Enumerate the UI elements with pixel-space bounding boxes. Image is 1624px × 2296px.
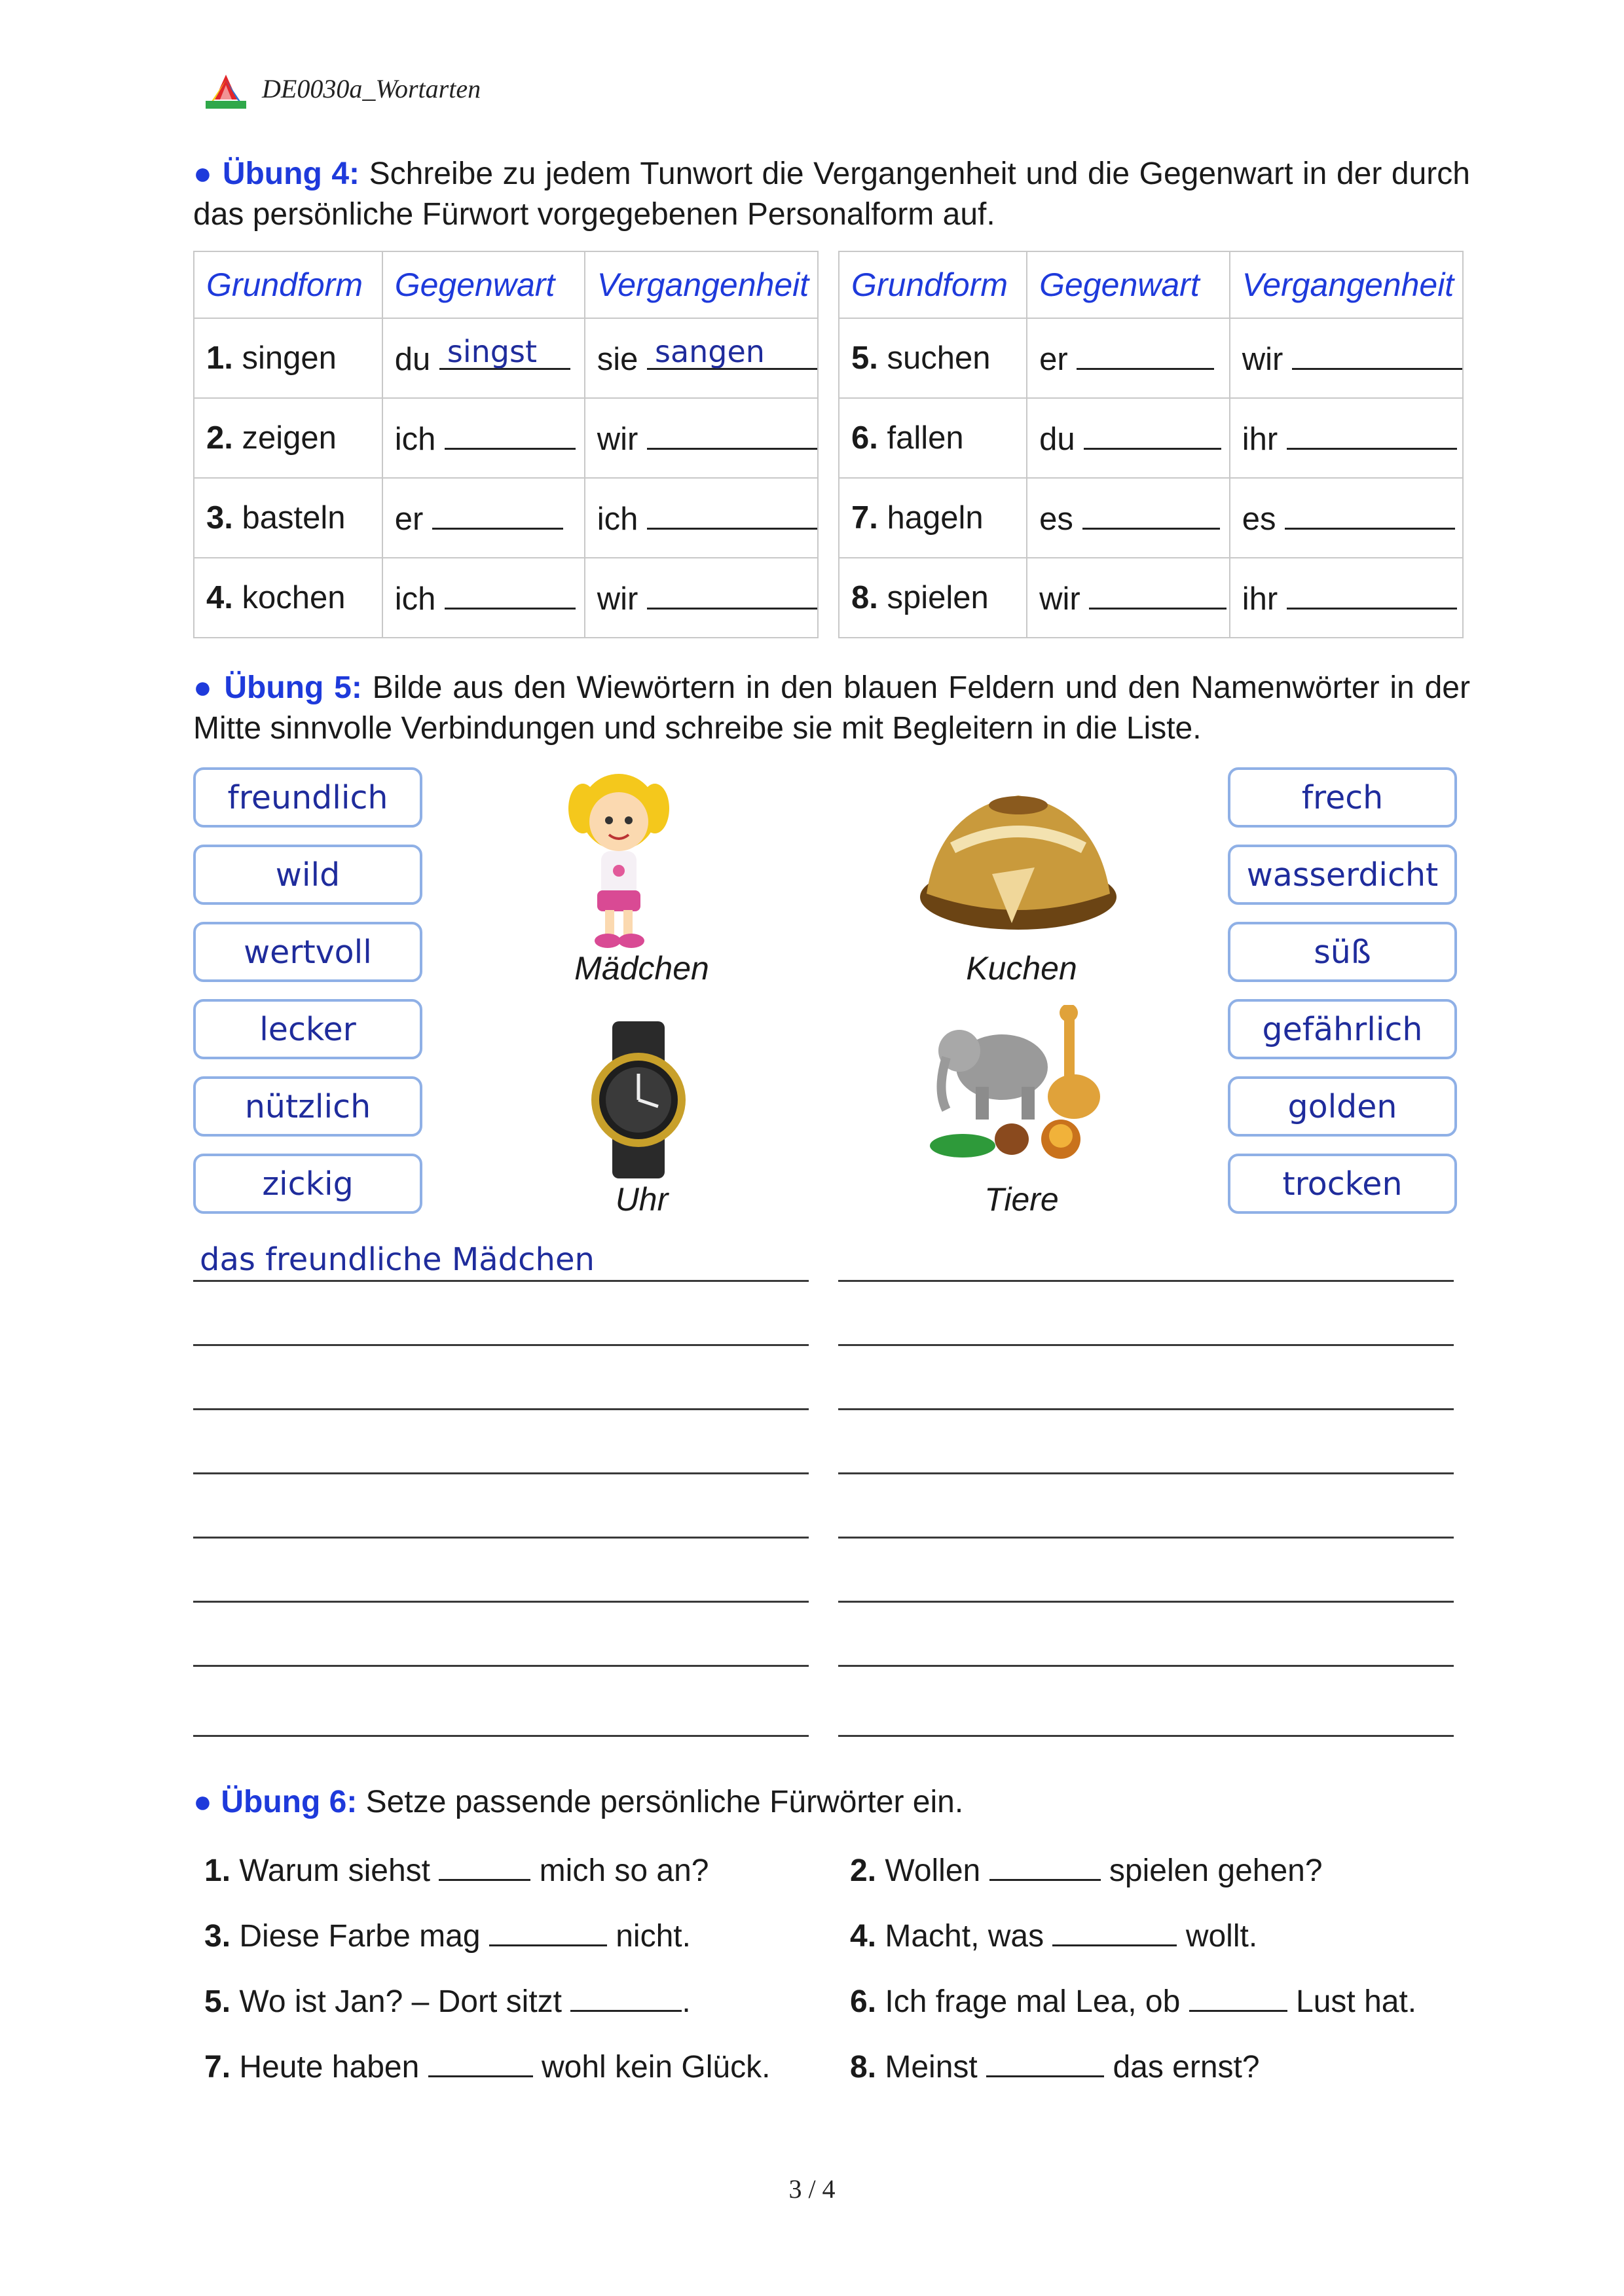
sentence-2: 2. Wollen spielen gehen? bbox=[850, 1853, 1323, 1888]
column-header-grundform: Grundform bbox=[194, 251, 382, 318]
pronoun-blank[interactable] bbox=[986, 2049, 1104, 2077]
answer-blank[interactable] bbox=[1082, 499, 1220, 530]
sentence-1: 1. Warum siehst mich so an? bbox=[204, 1853, 709, 1888]
cake-icon bbox=[913, 769, 1123, 939]
adjective-box-zickig[interactable]: zickig bbox=[193, 1154, 422, 1214]
adjective-box-wasserdicht[interactable]: wasserdicht bbox=[1228, 845, 1457, 905]
writing-line[interactable] bbox=[838, 1735, 1454, 1737]
sentence-7: 7. Heute haben wohl kein Glück. bbox=[204, 2050, 771, 2085]
answer-blank[interactable] bbox=[647, 419, 817, 450]
exercise-5-text: Bilde aus den Wiewörtern in den blauen Feldern und den Namenwörter in der Mitte sinnvolle Verbindungen und schreibe sie mit Begleitern in die Liste. bbox=[193, 670, 1470, 746]
column-header-vergangenheit: Vergangenheit bbox=[585, 251, 818, 318]
pronoun-blank[interactable] bbox=[439, 1853, 530, 1881]
column-header-grundform: Grundform bbox=[839, 251, 1027, 318]
handwritten-answer: sangen bbox=[655, 333, 765, 369]
adjective-box-suess[interactable]: süß bbox=[1228, 922, 1457, 982]
writing-line[interactable] bbox=[193, 1472, 809, 1474]
column-header-vergangenheit: Vergangenheit bbox=[1230, 251, 1463, 318]
writing-line[interactable] bbox=[838, 1408, 1454, 1410]
writing-line[interactable] bbox=[193, 1601, 809, 1603]
exercise-6-label: Übung 6: bbox=[221, 1785, 358, 1819]
document-title: DE0030a_Wortarten bbox=[262, 74, 481, 103]
exercise-5-instruction bbox=[193, 668, 1470, 749]
adjective-box-wertvoll[interactable]: wertvoll bbox=[193, 922, 422, 982]
answer-blank[interactable] bbox=[1089, 579, 1227, 610]
answer-blank[interactable] bbox=[445, 579, 576, 610]
pronoun-blank[interactable] bbox=[1189, 1984, 1287, 2012]
exercise-4-text: Schreibe zu jedem Tunwort die Vergangenheit und die Gegenwart in der durch das persönliche Fürwort vorgegebenen Personalform auf. bbox=[193, 156, 1470, 232]
answer-blank[interactable] bbox=[647, 579, 817, 610]
answer-blank[interactable] bbox=[1292, 339, 1462, 370]
noun-label-uhr: Uhr bbox=[615, 1181, 669, 1218]
adjective-box-nuetzlich[interactable]: nützlich bbox=[193, 1076, 422, 1137]
writing-line[interactable] bbox=[193, 1665, 809, 1667]
verb-table-left bbox=[193, 251, 819, 638]
answer-blank[interactable] bbox=[647, 499, 817, 530]
answer-blank[interactable] bbox=[1077, 339, 1214, 370]
colorful-pyramid-logo-icon bbox=[203, 73, 249, 110]
page-number: 3 / 4 bbox=[788, 2174, 836, 2204]
girl-icon bbox=[563, 763, 674, 953]
example-answer: das freundliche Mädchen bbox=[200, 1241, 595, 1278]
sentence-3: 3. Diese Farbe mag nicht. bbox=[204, 1919, 691, 1954]
writing-line[interactable] bbox=[838, 1601, 1454, 1603]
bullet: ● bbox=[193, 156, 213, 191]
animals-icon bbox=[930, 1005, 1120, 1172]
writing-line[interactable] bbox=[193, 1735, 809, 1737]
answer-blank[interactable] bbox=[445, 419, 576, 450]
bullet: ● bbox=[193, 1785, 212, 1819]
writing-line[interactable] bbox=[193, 1344, 809, 1346]
pronoun-blank[interactable] bbox=[989, 1853, 1101, 1881]
adjective-box-freundlich[interactable]: freundlich bbox=[193, 767, 422, 828]
sentence-4: 4. Macht, was wollt. bbox=[850, 1919, 1258, 1954]
answer-blank[interactable] bbox=[1285, 499, 1455, 530]
column-header-gegenwart: Gegenwart bbox=[1027, 251, 1230, 318]
table-row: 8. spielen wir ihr bbox=[839, 558, 1463, 638]
column-header-gegenwart: Gegenwart bbox=[382, 251, 585, 318]
writing-line[interactable] bbox=[193, 1280, 809, 1282]
writing-line[interactable] bbox=[838, 1537, 1454, 1539]
pronoun-blank[interactable] bbox=[1052, 1918, 1177, 1946]
table-row: 7. hageln es es bbox=[839, 478, 1463, 558]
exercise-4-label: Übung 4: bbox=[222, 156, 360, 191]
table-row: 3. basteln er ich bbox=[194, 478, 818, 558]
table-row: 2. zeigen ich wir bbox=[194, 398, 818, 478]
adjective-box-gefaehrlich[interactable]: gefährlich bbox=[1228, 999, 1457, 1059]
adjective-box-lecker[interactable]: lecker bbox=[193, 999, 422, 1059]
writing-line[interactable] bbox=[838, 1472, 1454, 1474]
exercise-6-instruction bbox=[193, 1782, 1470, 1823]
table-row: 1. singen du singst sie sangen bbox=[194, 318, 818, 398]
adjective-box-trocken[interactable]: trocken bbox=[1228, 1154, 1457, 1214]
writing-line[interactable] bbox=[838, 1280, 1454, 1282]
adjective-box-frech[interactable]: frech bbox=[1228, 767, 1457, 828]
table-row: 5. suchen er wir bbox=[839, 318, 1463, 398]
noun-label-tiere: Tiere bbox=[984, 1181, 1059, 1218]
writing-line[interactable] bbox=[193, 1537, 809, 1539]
bullet: ● bbox=[193, 670, 214, 705]
answer-blank[interactable] bbox=[1287, 579, 1457, 610]
answer-blank[interactable] bbox=[1084, 419, 1221, 450]
adjective-box-golden[interactable]: golden bbox=[1228, 1076, 1457, 1137]
verb-table-right bbox=[838, 251, 1464, 638]
watch-icon bbox=[583, 1021, 694, 1178]
sentence-8: 8. Meinst das ernst? bbox=[850, 2050, 1260, 2085]
sentence-6: 6. Ich frage mal Lea, ob Lust hat. bbox=[850, 1984, 1417, 2019]
answer-blank[interactable] bbox=[432, 499, 563, 530]
answer-blank[interactable] bbox=[647, 333, 817, 370]
writing-line[interactable] bbox=[838, 1665, 1454, 1667]
exercise-5-label: Übung 5: bbox=[224, 670, 362, 705]
noun-label-maedchen: Mädchen bbox=[574, 950, 709, 987]
handwritten-answer: singst bbox=[447, 333, 537, 369]
noun-label-kuchen: Kuchen bbox=[966, 950, 1077, 987]
pronoun-blank[interactable] bbox=[570, 1984, 682, 2012]
exercise-4-instruction bbox=[193, 154, 1470, 235]
table-row: 4. kochen ich wir bbox=[194, 558, 818, 638]
adjective-box-wild[interactable]: wild bbox=[193, 845, 422, 905]
exercise-6-text: Setze passende persönliche Fürwörter ein. bbox=[365, 1785, 964, 1819]
pronoun-blank[interactable] bbox=[428, 2049, 533, 2077]
pronoun-blank[interactable] bbox=[489, 1918, 607, 1946]
writing-line[interactable] bbox=[193, 1408, 809, 1410]
answer-blank[interactable] bbox=[439, 333, 570, 370]
sentence-5: 5. Wo ist Jan? – Dort sitzt . bbox=[204, 1984, 691, 2019]
answer-blank[interactable] bbox=[1287, 419, 1457, 450]
writing-line[interactable] bbox=[838, 1344, 1454, 1346]
table-row: 6. fallen du ihr bbox=[839, 398, 1463, 478]
